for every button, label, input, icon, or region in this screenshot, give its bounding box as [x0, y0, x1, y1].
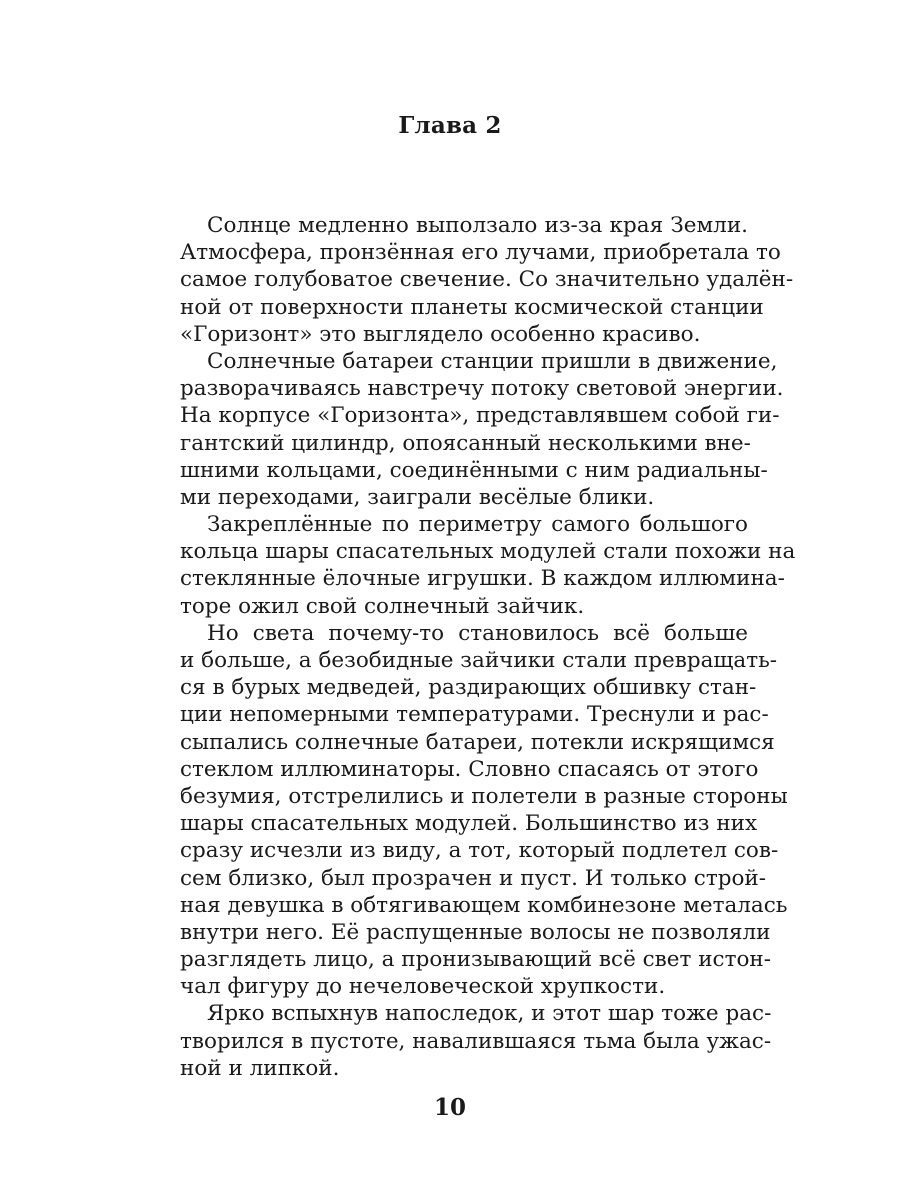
chapter-title: Глава 2	[398, 112, 502, 139]
text-line: разворачиваясь навстречу потоку световой энергии.	[180, 376, 784, 402]
paragraph	[180, 348, 784, 511]
text-line: чал фигуру до нечеловеческой хрупкости.	[180, 974, 666, 1000]
text-line: сыпались солнечные батареи, потекли искрящимся	[180, 729, 775, 755]
paragraph	[180, 1000, 772, 1082]
text-line: ции непомерными температурами. Треснули и рас-	[180, 702, 769, 728]
text-line: Солнечные батареи станции пришли в движение,	[207, 348, 778, 374]
text-line: шними кольцами, соединёнными с ним радиальны-	[180, 457, 768, 483]
paragraph	[180, 212, 794, 348]
text-line: Ярко вспыхнув напоследок, и этот шар тоже рас-	[207, 1001, 772, 1027]
text-line: ся в бурых медведей, раздирающих обшивку стан-	[180, 675, 757, 701]
text-line: сем близко, был прозрачен и пуст. И только строй-	[180, 865, 767, 891]
text-line: На корпусе «Горизонта», представлявшем собой ги-	[180, 403, 780, 429]
text-line: гантский цилиндр, опоясанный несколькими вне-	[180, 430, 751, 456]
text-line: Но света почему-то становилось всё больше	[207, 620, 748, 646]
text-line: Солнце медленно выползало из-за края Земли.	[207, 213, 748, 238]
paragraph	[180, 620, 788, 1001]
chapter-body	[180, 212, 796, 1082]
paragraph	[180, 511, 796, 620]
text-line: стеклом иллюминаторы. Словно спасаясь от этого	[180, 756, 759, 782]
text-line: разглядеть лицо, а пронизывающий всё свет истон-	[180, 947, 772, 973]
text-line: торе ожил свой солнечный зайчик.	[180, 593, 585, 619]
text-line: ная девушка в обтягивающем комбинезоне металась	[180, 892, 788, 918]
text-line: Атмосфера, пронзённая его лучами, приобретала то	[180, 240, 781, 266]
text-line: и больше, а безобидные зайчики стали превращать-	[180, 648, 778, 673]
text-line: ной и липкой.	[180, 1055, 340, 1081]
text-line: самое голубоватое свечение. Со значительно удалён-	[180, 267, 794, 293]
text-line: ной от поверхности планеты космической станции	[180, 294, 764, 320]
text-line: стеклянные ёлочные игрушки. В каждом иллюмина-	[180, 566, 785, 592]
text-line: «Горизонт» это выглядело особенно красиво.	[180, 321, 701, 347]
text-line: шары спасательных модулей. Большинство из них	[180, 811, 758, 837]
text-line: кольца шары спасательных модулей стали похожи на	[180, 539, 796, 565]
text-line: ми переходами, заиграли весёлые блики.	[180, 484, 655, 510]
text-line: творился в пустоте, навалившаяся тьма была ужас-	[180, 1028, 772, 1054]
text-line: безумия, отстрелились и полетели в разные стороны	[180, 783, 788, 809]
page-number: 10	[433, 1094, 466, 1121]
text-line: сразу исчезли из виду, а тот, который подлетел сов-	[180, 838, 779, 864]
text-line: внутри него. Её распущенные волосы не позволяли	[180, 919, 771, 945]
text-line: Закреплённые по периметру самого большого	[207, 512, 748, 538]
